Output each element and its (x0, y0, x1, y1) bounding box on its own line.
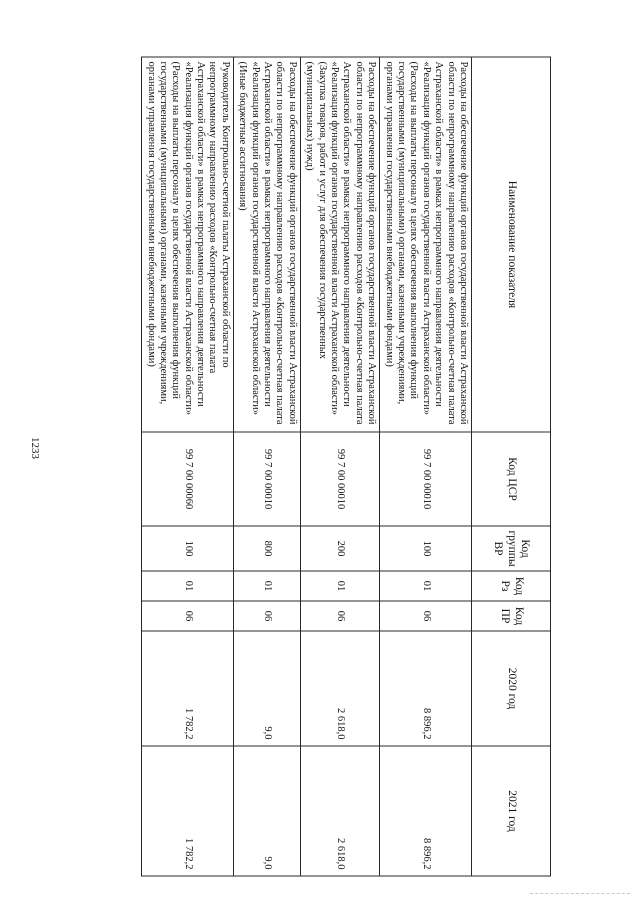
row-name: Руководитель Контрольно-счетной палаты Астраханской области по непрограммному направлению расходов «Контрольно-счетная палата Астраханской области» в рамках непрограммного направления деятельности «Реализация функций органов государственной власти Астраханской области» (Расходы на выплаты персоналу в целях обеспечения выполнения функций государственными (муниципальными) органами, казенными учреждениями, органами управления государственными внебюджетными фондами) (142, 57, 234, 432)
budget-table (141, 57, 551, 877)
header-rz: Код Рз (472, 571, 551, 601)
row-pr: 06 (380, 601, 472, 631)
row-csr: 99 7 00 00010 (380, 432, 472, 526)
row-csr: 99 7 00 00010 (233, 432, 300, 526)
row-pr: 06 (142, 601, 234, 631)
row-name: Расходы на обеспечение функций органов государственной власти Астраханской области по непрограммному направлению расходов «Контрольно-счетная палата Астраханской области» в рамках непрограммного направления деятельности «Реализация функций органов государственной власти Астраханской области» (Расходы на выплаты персоналу в целях обеспечения выполнения функций государственными (муниципальными) органами, казенными учреждениями, органами управления государственными внебюджетными фондами) (380, 57, 472, 432)
row-2020: 1 782,2 (142, 631, 234, 746)
table-row (300, 57, 379, 876)
row-2021: 2 618,0 (300, 746, 379, 876)
header-pr: Код ПР (472, 601, 551, 631)
header-name: Наименование показателя (472, 57, 551, 432)
row-2021: 1 782,2 (142, 746, 234, 876)
row-2020: 8 896,2 (380, 631, 472, 746)
row-2020: 2 618,0 (300, 631, 379, 746)
row-2021: 8 896,2 (380, 746, 472, 876)
header-2020: 2020 год (472, 631, 551, 746)
row-pr: 06 (300, 601, 379, 631)
scan-edge-mark (530, 893, 630, 894)
row-vr: 800 (233, 526, 300, 571)
row-2020: 9,0 (233, 631, 300, 746)
row-rz: 01 (142, 571, 234, 601)
row-name: Расходы на обеспечение функций органов государственной власти Астраханской области по непрограммному направлению расходов «Контрольно-счетная палата Астраханской области» в рамках непрограммного направления деятельности «Реализация функций органов государственной власти Астраханской области» (Иные бюджетные ассигнования) (233, 57, 300, 432)
header-csr: Код ЦСР (472, 432, 551, 526)
row-vr: 100 (142, 526, 234, 571)
row-csr: 99 7 00 00060 (142, 432, 234, 526)
header-2021: 2021 год (472, 746, 551, 876)
row-rz: 01 (380, 571, 472, 601)
table-row (142, 57, 234, 876)
row-2021: 9,0 (233, 746, 300, 876)
header-vr: Код группы ВР (472, 526, 551, 571)
row-vr: 100 (380, 526, 472, 571)
row-name: Расходы на обеспечение функций органов государственной власти Астраханской области по непрограммному направлению расходов «Контрольно-счетная палата Астраханской области» в рамках непрограммного направления деятельности «Реализация функций органов государственной власти Астраханской области» (Закупка товаров, работ и услуг для обеспечения государственных (муниципальных) нужд) (300, 57, 379, 432)
row-rz: 01 (233, 571, 300, 601)
row-csr: 99 7 00 00010 (300, 432, 379, 526)
page-number: 1233 (29, 437, 41, 459)
row-pr: 06 (233, 601, 300, 631)
rotated-table-container (141, 57, 551, 876)
table-header-row (472, 57, 551, 876)
table-row (380, 57, 472, 876)
row-vr: 200 (300, 526, 379, 571)
row-rz: 01 (300, 571, 379, 601)
table-row (233, 57, 300, 876)
